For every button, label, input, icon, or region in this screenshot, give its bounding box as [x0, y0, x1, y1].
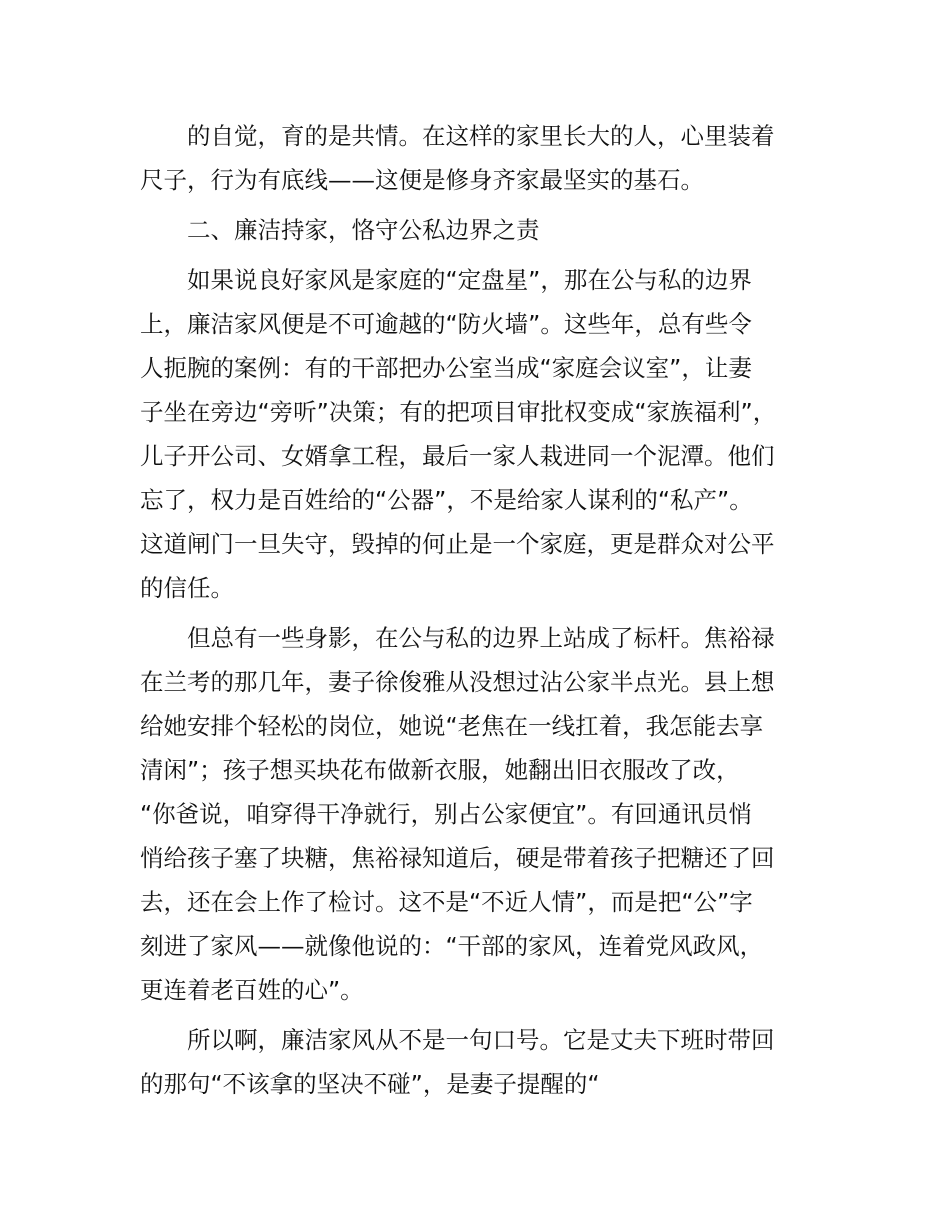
paragraph-2-line-2: 上，廉洁家风便是不可逾越的“防火墙”。这些年，总有些令: [140, 310, 752, 338]
paragraph-1: [140, 114, 840, 202]
paragraph-2-line-6: 忘了，权力是百姓给的“公器”，不是给家人谋利的“私产”。: [140, 486, 753, 514]
paragraph-1-line-1: 的自觉，育的是共情。在这样的家里长大的人，心里装着: [187, 122, 775, 150]
paragraph-2-line-1: 如果说良好家风是家庭的“定盘星”，那在公与私的边界: [187, 266, 752, 294]
paragraph-3-line-5: “你爸说，咱穿得干净就行，别占公家便宜”。有回通讯员悄: [140, 800, 752, 828]
paragraph-2: [140, 258, 840, 610]
paragraph-4-line-2: 的那句“不该拿的坚决不碰”，是妻子提醒的“: [140, 1070, 600, 1098]
paragraph-4-line-1: 所以啊，廉洁家风从不是一句口号。它是丈夫下班时带回: [187, 1026, 775, 1054]
document-body: [140, 114, 840, 1112]
paragraph-3: [140, 616, 840, 1012]
paragraph-3-line-6: 悄给孩子塞了块糖，焦裕禄知道后，硬是带着孩子把糖还了回: [140, 844, 775, 872]
paragraph-3-line-2: 在兰考的那几年，妻子徐俊雅从没想过沾公家半点光。县上想: [140, 668, 775, 696]
paragraph-2-line-8: 的信任。: [140, 574, 234, 602]
paragraph-3-line-7: 去，还在会上作了检讨。这不是“不近人情”，而是把“公”字: [140, 888, 753, 916]
paragraph-2-line-4: 子坐在旁边“旁听”决策；有的把项目审批权变成“家族福利”，: [140, 398, 777, 426]
paragraph-3-line-1: 但总有一些身影，在公与私的边界上站成了标杆。焦裕禄: [187, 624, 775, 652]
paragraph-4: [140, 1018, 840, 1106]
paragraph-2-line-7: 这道闸门一旦失守，毁掉的何止是一个家庭，更是群众对公平: [140, 530, 775, 558]
paragraph-2-line-3: 人扼腕的案例：有的干部把办公室当成“家庭会议室”，让妻: [140, 354, 752, 382]
paragraph-3-line-3: 给她安排个轻松的岗位，她说“老焦在一线扛着，我怎能去享: [140, 712, 764, 740]
paragraph-1-line-2: 尺子，行为有底线——这便是修身齐家最坚实的基石。: [140, 166, 704, 194]
paragraph-3-line-4: 清闲”；孩子想买块花布做新衣服，她翻出旧衣服改了改，: [140, 756, 740, 784]
paragraph-3-line-9: 更连着老百姓的心”。: [140, 976, 364, 1004]
paragraph-3-line-8: 刻进了家风——就像他说的：“干部的家风，连着党风政风，: [140, 932, 764, 960]
section-heading: 二、廉洁持家，恪守公私边界之责: [187, 216, 540, 244]
paragraph-2-line-5: 儿子开公司、女婿拿工程，最后一家人栽进同一个泥潭。他们: [140, 442, 775, 470]
